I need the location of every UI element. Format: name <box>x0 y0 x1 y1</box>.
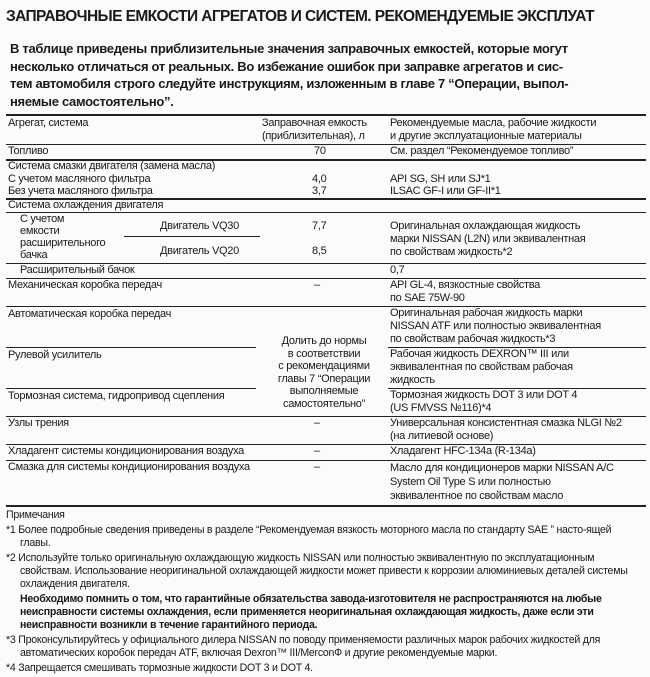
intro-paragraph <box>10 40 568 110</box>
header-unit: Агрегат, система <box>8 117 89 129</box>
steering-material: Рабочая жидкость DEXRON™ III или эквивалентная по свойствам рабочая жидкость <box>390 348 573 386</box>
cooling-engine: Двигатель VQ30 <box>160 220 239 232</box>
cooling-capacity: 8,5 <box>312 245 327 257</box>
row-fuel-name: Топливо <box>8 145 49 157</box>
lube-row-capacity: 3,7 <box>312 185 327 197</box>
lube-header: Система смазки двигателя (замена масла) <box>8 160 216 172</box>
lube-row-capacity: 4,0 <box>312 173 327 185</box>
refrigerant-material: Хладагент HFC-134a (R-134a) <box>390 445 536 457</box>
refrigerant-name: Хладагент системы кондиционирования воздуха <box>8 445 244 457</box>
manual-capacity: – <box>314 279 320 291</box>
lube-row-name: С учетом масляного фильтра <box>8 173 151 185</box>
divider <box>124 236 260 237</box>
header-materials: Рекомендуемые масла, рабочие жидкости и другие эксплуатационные материалы <box>390 117 597 142</box>
note-2: *2 Используйте только оригинальную охлаждающую жидкость NISSAN или полностью эквивалентную по эксплуатационным свойствам. Использование неоригинальной охлаждающей жидкости может привести к коррозии алюминиевых деталей системы охлаждения двигателя. <box>6 552 628 590</box>
divider <box>6 505 646 507</box>
row-fuel-capacity: 70 <box>314 145 326 157</box>
note-1: *1 Более подробные сведения приведены в разделе “Рекомендуемая вязкость моторного масла по стандарту SAE ” насто-ящей главы. <box>6 524 612 549</box>
ac-oil-capacity: – <box>314 461 320 473</box>
lube-row-material: ILSAC GF-I или GF-II*1 <box>390 185 501 197</box>
cooling-material: Оригинальная охлаждающая жидкость марки NISSAN (L2N) или эквивалентная по свойствам жидкость*2 <box>390 220 586 258</box>
intro-line: В таблице приведены приблизительные значения заправочных емкостей, которые могут <box>10 41 568 56</box>
intro-line: тем автомобиля строго следуйте инструкциям, изложенным в главе 7 “Операции, выпол- <box>10 76 569 91</box>
note-4: *4 Запрещается смешивать тормозные жидкости DOT 3 и DOT 4. <box>6 662 313 674</box>
cooling-engine: Двигатель VQ20 <box>160 245 239 257</box>
tank-capacity: 0,7 <box>390 264 405 276</box>
intro-line: несколько отличаться от реальных. Во избежание ошибок при заправке агрегатов и сис- <box>10 58 563 74</box>
ac-oil-name: Смазка для системы кондиционирования воздуха <box>8 461 250 473</box>
brake-material: Тормозная жидкость DOT 3 или DOT 4 (US FMVSS №116)*4 <box>390 389 578 414</box>
page-title: ЗАПРАВОЧНЫЕ ЕМКОСТИ АГРЕГАТОВ И СИСТЕМ. РЕКОМЕНДУЕМЫЕ ЭКСПЛУАТ <box>6 8 594 25</box>
auto-material: Оригинальная рабочая жидкость марки NISSAN ATF или полностью эквивалентная по свойствам рабочая жидкость*3 <box>390 307 601 345</box>
friction-material: Универсальная консистентная смазка NLGI №2 (на литиевой основе) <box>390 417 622 442</box>
row-fuel-material: См. раздел “Рекомендуемое топливо” <box>390 145 574 157</box>
manual-name: Механическая коробка передач <box>8 279 162 291</box>
divider <box>6 388 256 389</box>
notes-section <box>6 509 642 677</box>
steering-name: Рулевой усилитель <box>8 349 102 361</box>
warning-note: Необходимо помнить о том, что гарантийные обязательства завода-изготовителя не распространяются на любые неисправности системы охлаждения, если применяется неоригинальная охлаждающая жидкость, даже если эти неисправности возникли в течение гарантийного периода. <box>20 593 602 631</box>
ac-oil-material: Масло для кондиционеров марки NISSAN A/C System Oil Type S или полностью эквивалентное по свойствам масло <box>390 462 614 502</box>
header-capacity: Заправочная емкость (приблизительная), л <box>262 117 367 142</box>
divider <box>6 347 256 348</box>
friction-name: Узлы трения <box>8 417 69 429</box>
friction-capacity: – <box>314 417 320 429</box>
divider <box>6 114 646 116</box>
cooling-header: Система охлаждения двигателя <box>8 199 164 211</box>
manual-material: API GL-4, вязкостные свойства по SAE 75W-90 <box>390 279 540 304</box>
brake-name: Тормозная система, гидропривод сцепления <box>8 390 225 402</box>
notes-heading: Примечания <box>6 509 65 521</box>
cooling-group-label: С учетом емкости расширительного бачка <box>20 213 106 261</box>
tank-name: Расширительный бачок <box>20 264 135 276</box>
note-3: *3 Проконсультируйтесь у официального дилера NISSAN по поводу применяемости различных марок рабочих жидкостей для автоматических коробок передач ATF, включая Dexron™ III/MerconФ и другие рекомендуемые марки. <box>6 634 601 659</box>
lube-row-material: API SG, SH или SJ*1 <box>390 173 491 185</box>
auto-name: Автоматическая коробка передач <box>8 308 172 320</box>
intro-line: няемые самостоятельно”. <box>10 93 174 109</box>
lube-row-name: Без учета масляного фильтра <box>8 185 153 197</box>
shared-capacity-note: Долить до нормы в соответствии с рекомендациями главы 7 “Операции выполняемые самостоятельно” <box>277 335 371 410</box>
cooling-capacity: 7,7 <box>312 220 327 232</box>
refrigerant-capacity: – <box>314 445 320 457</box>
